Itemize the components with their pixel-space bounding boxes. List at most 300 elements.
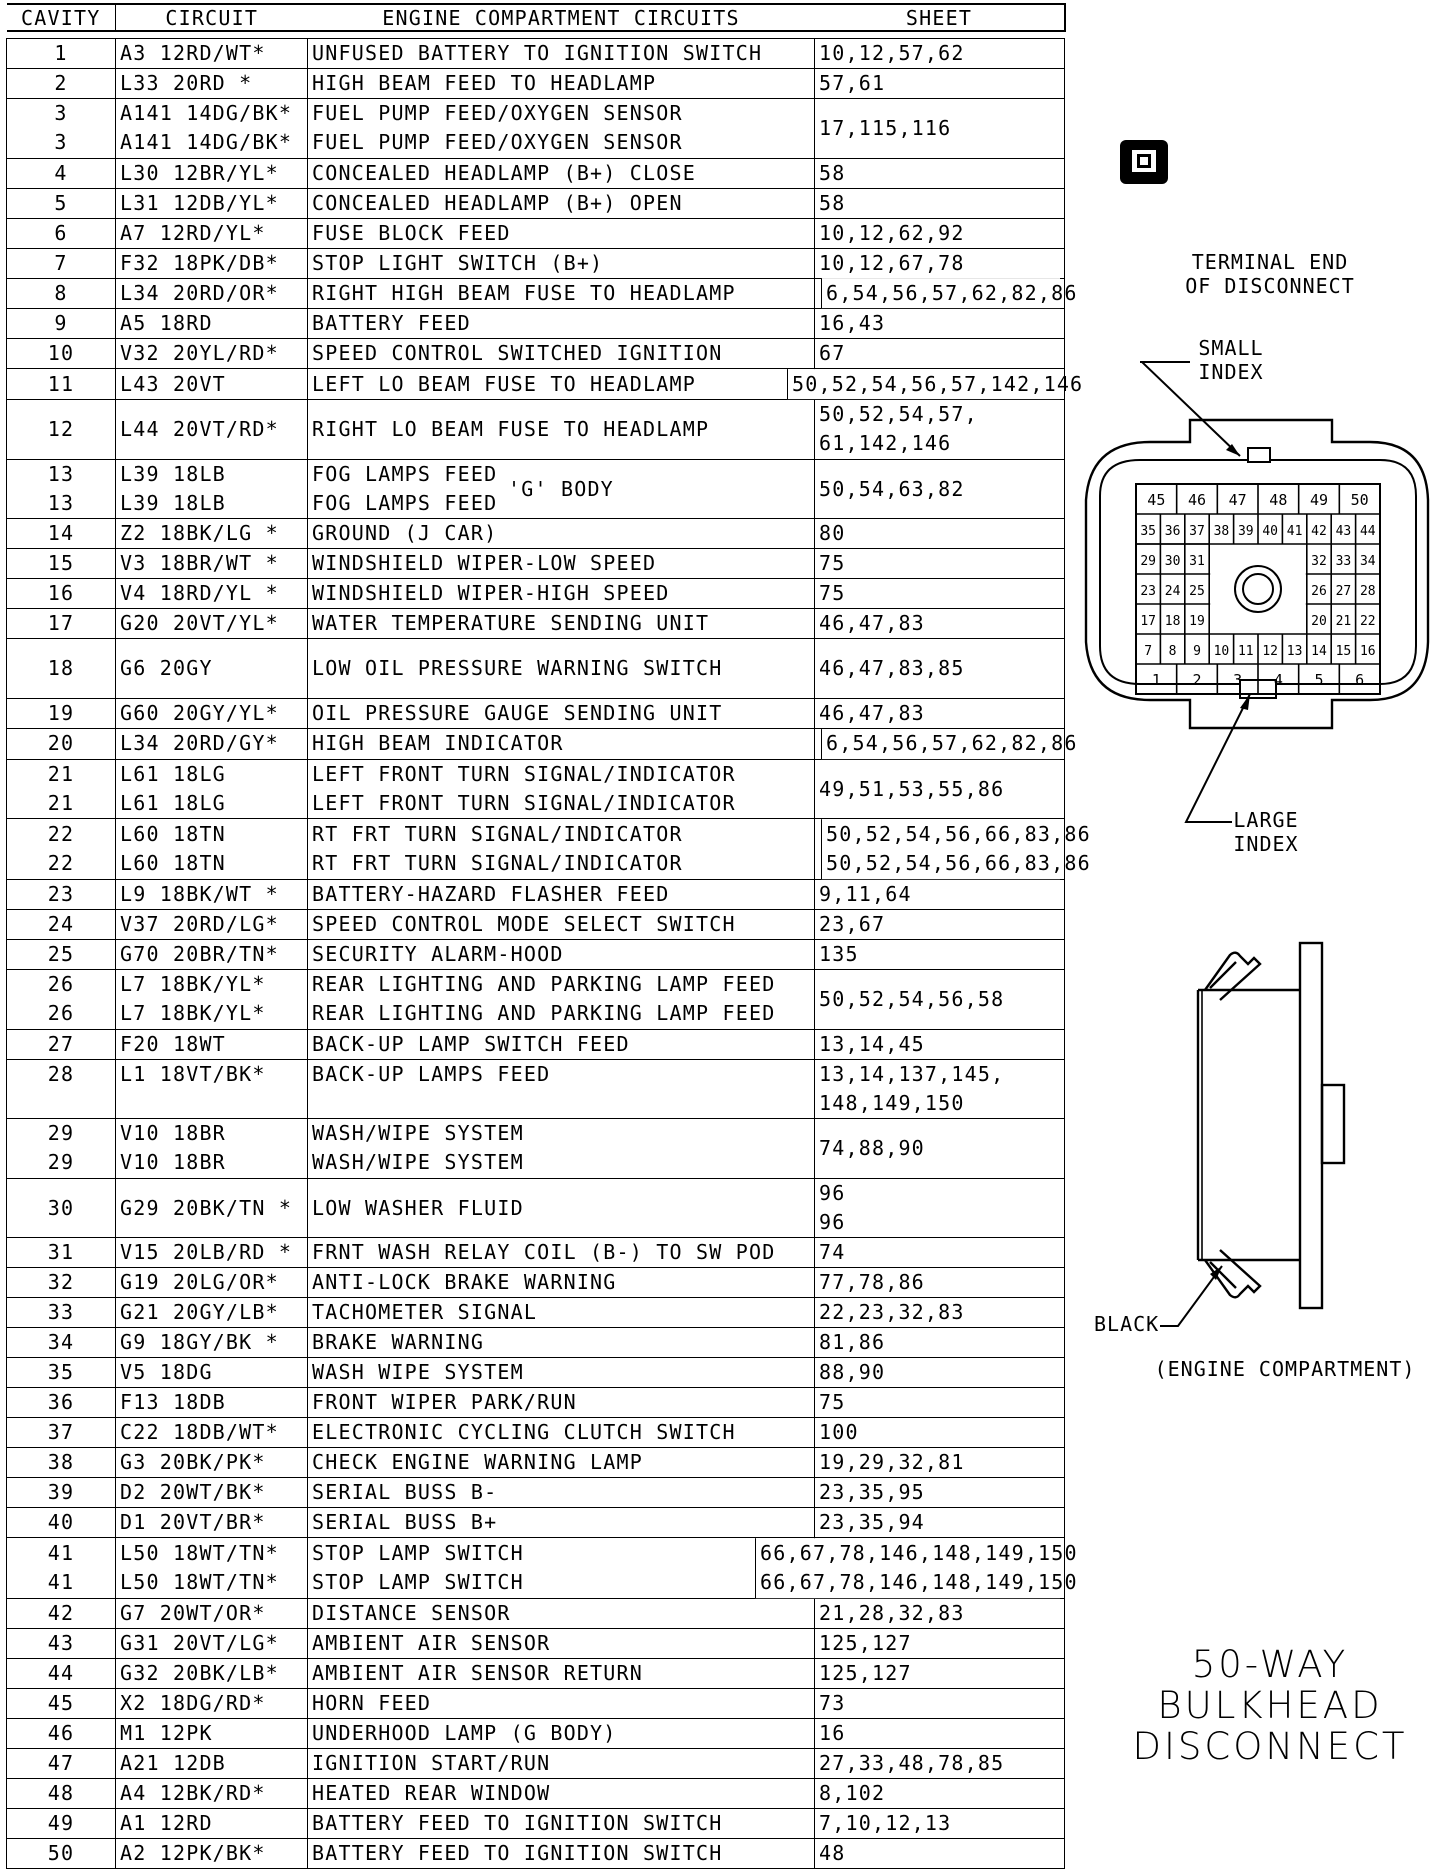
circuit-description [308,1628,815,1658]
circuit-code [116,1658,308,1688]
circuit-code [116,1388,308,1418]
sheet-refs [815,459,1065,519]
circuit-code-line: L50 18WT/TN* [120,1541,279,1566]
cavity-number-line: 7 [54,250,68,275]
circuit-description [308,969,815,1029]
circuit-code-line: A4 12BK/RD* [120,1780,266,1805]
circuit-description-line: UNFUSED BATTERY TO IGNITION SWITCH [312,41,763,65]
table-row [7,819,1065,880]
circuit-code-line: G7 20WT/OR* [120,1600,266,1625]
circuit-description-line: STOP LAMP SWITCH [312,1570,524,1595]
sheet-refs-line: 17,115,116 [819,115,952,140]
cavity-number-line: 5 [54,190,68,215]
cavity-number-line: 36 [47,1390,75,1415]
cavity-number-line: 13 [47,491,75,516]
circuit-description-line: WASH/WIPE SYSTEM [312,1150,524,1175]
sheet-refs-line: 61,142,146 [819,431,952,456]
pin-number: 6 [1355,671,1365,689]
cavity-number [7,1059,116,1119]
cavity-number-line: 50 [47,1840,75,1865]
circuit-code-line: L31 12DB/YL* [120,190,279,215]
circuit-code-line: A3 12RD/WT* [120,41,266,65]
circuit-description [308,609,815,639]
pin-number: 39 [1237,524,1254,539]
circuit-description [308,1238,815,1268]
small-index-label: SMALL INDEX [1198,336,1264,384]
sheet-refs-line: 8,102 [819,1780,886,1805]
circuit-description [308,939,815,969]
sheet-refs [815,1119,1065,1179]
sheet-refs [815,819,1091,880]
cavity-number [7,369,116,400]
pin-number: 48 [1269,491,1288,509]
circuit-code [116,939,308,969]
pin-number: 30 [1164,554,1181,569]
circuit-description [308,1508,815,1538]
sheet-refs-line: 77,78,86 [819,1270,925,1295]
sheet-refs-line: 21,28,32,83 [819,1600,965,1625]
circuit-description [308,1808,815,1838]
sheet-refs-line: 58 [819,190,846,215]
circuit-code [116,69,308,99]
circuit-description [308,909,815,939]
sheet-refs [815,278,1078,309]
cavity-number-line: 15 [47,551,75,576]
table-row [7,69,1065,99]
cavity-number [7,1178,116,1238]
circuit-code [116,339,308,369]
circuit-description-line: UNDERHOOD LAMP (G BODY) [312,1720,617,1745]
circuit-description [308,69,815,99]
circuit-code-line: G29 20BK/TN * [120,1195,293,1220]
circuit-code-line: L61 18LG [120,791,226,816]
circuit-code-line: L50 18WT/TN* [120,1570,279,1595]
circuit-description-line: WINDSHIELD WIPER-LOW SPEED [312,551,657,576]
circuit-code-line: L44 20VT/RD* [120,416,279,441]
pin-number: 17 [1140,614,1157,629]
sheet-refs-line: 13,14,45 [819,1031,925,1056]
connector-side-view [1090,930,1390,1330]
circuit-description [308,1268,815,1298]
circuit-code [116,99,308,159]
sheet-refs [815,728,1078,759]
circuit-code-line: L60 18TN [120,851,226,876]
sheet-refs [760,1538,1078,1599]
cavity-number [7,459,116,519]
table-row [7,1178,1065,1238]
table-row [7,698,1065,728]
circuit-description-line: AMBIENT AIR SENSOR [312,1630,551,1655]
cavity-number [7,1238,116,1268]
sheet-refs [815,1059,1065,1119]
circuit-code [116,579,308,609]
cavity-number-line: 19 [47,700,75,725]
circuit-description-line: LEFT FRONT TURN SIGNAL/INDICATOR [312,791,736,816]
sheet-refs [815,549,1065,579]
connector-symbol-icon [1118,138,1170,186]
sheet-refs-line: 66,67,78,146,148,149,150 [760,1541,1078,1566]
circuit-code-line: G32 20BK/LB* [120,1660,279,1685]
circuit-code [116,728,308,759]
circuit-description-line: ELECTRONIC CYCLING CLUTCH SWITCH [312,1420,736,1445]
table-row [7,1508,1065,1538]
circuit-description-line: CONCEALED HEADLAMP (B+) CLOSE [312,160,696,185]
pin-number: 46 [1187,491,1207,509]
circuit-description [308,1059,815,1119]
cavity-number-line: 14 [47,521,75,546]
circuit-description-line: DISTANCE SENSOR [312,1600,511,1625]
table-row [7,1268,1065,1298]
cavity-number-line: 41 [47,1541,75,1566]
table-row [7,939,1065,969]
cavity-number [7,728,116,759]
table-row [7,969,1065,1029]
sheet-refs [815,1358,1065,1388]
circuit-code-line: L9 18BK/WT * [120,881,279,906]
circuit-description-line: WASH WIPE SYSTEM [312,1360,524,1385]
circuit-code-line: Z2 18BK/LG * [120,521,279,546]
cavity-number-line: 37 [47,1420,75,1445]
sheet-refs-line: 67 [819,341,846,366]
circuit-code [116,1298,308,1328]
circuit-code-line: G19 20LG/OR* [120,1270,279,1295]
table-row [7,1478,1065,1508]
sheet-refs [815,1598,1065,1628]
sheet-refs [815,188,1065,218]
cavity-number [7,1838,116,1868]
terminal-end-label: TERMINAL END OF DISCONNECT [1185,250,1355,298]
table-row [7,1418,1065,1448]
table-row [7,579,1065,609]
circuit-code-line: V3 18BR/WT * [120,551,279,576]
cavity-number-line: 26 [47,1001,75,1026]
pin-number: 2 [1192,671,1202,689]
circuit-description-line: SERIAL BUSS B- [312,1480,498,1505]
cavity-number-line: 3 [54,130,68,155]
pin-number: 14 [1311,644,1327,659]
pin-number: 41 [1286,524,1303,539]
table-row [7,339,1065,369]
circuit-code [116,1508,308,1538]
circuit-description [308,1119,815,1179]
circuit-code-line: L7 18BK/YL* [120,1001,266,1026]
circuit-code [116,39,308,69]
body-note: 'G' BODY [508,477,614,502]
circuit-description-line: WATER TEMPERATURE SENDING UNIT [312,611,710,636]
sheet-refs-line: 148,149,150 [819,1090,965,1115]
table-row [7,728,1065,759]
cavity-number-line: 23 [47,881,75,906]
cavity-number-line: 16 [47,581,75,606]
sheet-refs [815,939,1065,969]
circuit-description [308,39,815,69]
circuit-code [116,1598,308,1628]
circuit-code [116,1718,308,1748]
cavity-number [7,1418,116,1448]
circuit-code [116,639,308,699]
sheet-refs-line: 50,52,54,56,57,142,146 [792,371,1084,396]
cavity-number-line: 10 [47,341,75,366]
sheet-refs-line: 10,12,62,92 [819,220,965,245]
pin-number: 45 [1147,491,1166,509]
sheet-refs-line: 23,35,95 [819,1480,925,1505]
table-row [7,609,1065,639]
cavity-number [7,158,116,188]
cavity-number-line: 18 [47,656,75,681]
table-row [7,1808,1065,1838]
circuit-description [308,1029,815,1059]
cavity-number-line: 22 [47,822,75,847]
cavity-number [7,1748,116,1778]
circuit-code [116,1778,308,1808]
sheet-refs-line: 50,52,54,56,66,83,86 [826,822,1091,847]
pin-number: 11 [1237,644,1254,659]
circuit-description-line: FUSE BLOCK FEED [312,220,511,245]
circuit-code-line: F32 18PK/DB* [120,250,279,275]
circuit-description [308,1418,815,1448]
pin-number: 29 [1140,554,1157,569]
cavity-number-line: 29 [47,1150,75,1175]
circuit-description-line: IGNITION START/RUN [312,1750,551,1775]
circuit-code-line: L60 18TN [120,822,226,847]
circuit-description-line: RT FRT TURN SIGNAL/INDICATOR [312,851,683,876]
circuit-description [308,728,815,759]
cavity-number [7,99,116,159]
cavity-number-line: 38 [47,1450,75,1475]
sheet-refs-line: 66,67,78,146,148,149,150 [760,1570,1078,1595]
circuit-description-line: ANTI-LOCK BRAKE WARNING [312,1270,617,1295]
header-sheet: SHEET [815,4,1065,31]
circuit-description-line: STOP LAMP SWITCH [312,1541,524,1566]
sheet-refs [815,1718,1065,1748]
sheet-refs-line: 58 [819,160,846,185]
cavity-number-line: 41 [47,1570,75,1595]
circuit-code-line: L34 20RD/GY* [120,731,279,756]
sheet-refs [815,1688,1065,1718]
cavity-number-line: 47 [47,1750,75,1775]
circuit-description [308,400,815,460]
circuit-description-line: RT FRT TURN SIGNAL/INDICATOR [312,822,683,847]
sheet-refs-line: 73 [819,1690,846,1715]
circuit-description [308,1388,815,1418]
circuit-description [308,1658,815,1688]
sheet-refs-line: 6,54,56,57,62,82,86 [826,731,1078,756]
cavity-number [7,1268,116,1298]
cavity-number-line: 27 [47,1031,75,1056]
sheet-refs-line: 75 [819,551,846,576]
sheet-refs-line: 7,10,12,13 [819,1810,952,1835]
circuit-description [308,309,815,339]
pin-number: 22 [1359,614,1376,629]
sheet-refs-line: 74,88,90 [819,1135,925,1160]
cavity-number [7,609,116,639]
circuit-description-line: FRONT WIPER PARK/RUN [312,1390,577,1415]
circuit-description [308,1358,815,1388]
circuit-description [308,549,815,579]
circuit-description-line: WASH/WIPE SYSTEM [312,1121,524,1146]
table-row [7,1119,1065,1179]
circuit-code-line: L7 18BK/YL* [120,972,266,997]
pin-number: 47 [1228,491,1247,509]
cavity-number [7,69,116,99]
table-row [7,1778,1065,1808]
center-boss-area [1210,545,1306,633]
pin-number: 33 [1335,554,1352,569]
sheet-refs [815,248,1065,278]
cavity-number-line: 45 [47,1690,75,1715]
sheet-refs-line: 46,47,83 [819,700,925,725]
circuit-code-line: X2 18DG/RD* [120,1690,266,1715]
circuit-description [308,759,815,819]
circuit-description [308,1178,815,1238]
table-row [7,639,1065,699]
circuit-code [116,1748,308,1778]
circuit-description-line: BRAKE WARNING [312,1330,485,1355]
table-row [7,1448,1065,1478]
cavity-number [7,879,116,909]
circuit-description [308,519,815,549]
circuit-description-line: REAR LIGHTING AND PARKING LAMP FEED [312,972,776,997]
table-row [7,158,1065,188]
sheet-refs [815,759,1065,819]
pin-number: 35 [1140,524,1157,539]
circuit-code-line: L39 18LB [120,462,226,487]
table-row [7,759,1065,819]
cavity-number [7,1029,116,1059]
sheet-refs [815,969,1065,1029]
cavity-number [7,1508,116,1538]
cavity-number [7,1718,116,1748]
circuit-code [116,369,308,400]
cavity-number-line: 17 [47,611,75,636]
pin-number: 8 [1168,644,1177,659]
circuit-description-line: SECURITY ALARM-HOOD [312,941,564,966]
cavity-number-line: 39 [47,1480,75,1505]
circuit-code-line: D2 20WT/BK* [120,1480,266,1505]
circuit-code [116,1119,308,1179]
cavity-number [7,579,116,609]
cavity-number [7,969,116,1029]
cavity-number-line: 22 [47,851,75,876]
circuit-code [116,909,308,939]
sheet-refs [815,400,1065,460]
circuit-description [308,369,815,400]
sheet-refs [815,909,1065,939]
circuit-code-line: G31 20VT/LG* [120,1630,279,1655]
sheet-refs [815,1328,1065,1358]
circuit-description [308,1448,815,1478]
pin-number: 32 [1311,554,1327,569]
cavity-number-line: 43 [47,1630,75,1655]
circuit-code [116,1238,308,1268]
pin-number: 38 [1213,524,1230,539]
pin-number: 50 [1350,491,1369,509]
cavity-number [7,639,116,699]
cavity-number [7,1448,116,1478]
sheet-refs [815,339,1065,369]
cavity-number-line: 21 [47,762,75,787]
table-row [7,879,1065,909]
circuit-code [116,1059,308,1119]
circuit-description-line: AMBIENT AIR SENSOR RETURN [312,1660,644,1685]
circuit-description [308,1838,815,1868]
circuit-description-line: LOW WASHER FLUID [312,1195,524,1220]
pin-number: 4 [1273,671,1283,689]
circuit-description-line: LEFT LO BEAM FUSE TO HEADLAMP [312,371,696,396]
sheet-refs-line: 57,61 [819,71,886,95]
pin-number: 3 [1233,671,1243,689]
sheet-refs-line: 100 [819,1420,859,1445]
cavity-number [7,1328,116,1358]
circuit-description-line: BACK-UP LAMP SWITCH FEED [312,1031,630,1056]
circuit-description-line: SPEED CONTROL MODE SELECT SWITCH [312,911,736,936]
table-row [7,1748,1065,1778]
circuit-description [308,879,815,909]
table-row [7,1388,1065,1418]
circuit-code-line: F13 18DB [120,1390,226,1415]
cavity-number-line: 12 [47,416,75,441]
cavity-number [7,278,116,309]
circuit-code [116,1029,308,1059]
circuit-code [116,1808,308,1838]
sheet-refs [815,1628,1065,1658]
cavity-number-line: 4 [54,160,68,185]
sheet-refs-line: 125,127 [819,1630,912,1655]
sheet-refs [815,579,1065,609]
cavity-number [7,400,116,460]
black-label: BLACK [1094,1312,1160,1336]
circuit-description-line: CONCEALED HEADLAMP (B+) OPEN [312,190,683,215]
circuit-description [308,1748,815,1778]
sheet-refs-line: 50,52,54,56,66,83,86 [826,851,1091,876]
circuit-description [308,1598,815,1628]
sheet-refs-line: 13,14,137,145, [819,1061,1005,1086]
circuit-description [308,1688,815,1718]
circuit-code [116,1358,308,1388]
table-row [7,99,1065,159]
sheet-refs [815,1808,1065,1838]
sheet-refs-line: 9,11,64 [819,881,912,906]
table-row [7,1838,1065,1868]
sheet-refs [815,879,1065,909]
cavity-number-line: 24 [47,911,75,936]
sheet-refs-line: 96 [819,1210,846,1235]
circuit-description [308,1718,815,1748]
cavity-number-line: 25 [47,941,75,966]
circuit-description-line: LOW OIL PRESSURE WARNING SWITCH [312,656,723,681]
circuit-description [308,639,815,699]
cavity-number [7,248,116,278]
circuit-code-line: G21 20GY/LB* [120,1300,279,1325]
pin-number: 13 [1286,644,1303,659]
sheet-refs-line: 23,35,94 [819,1510,925,1535]
circuit-code-line: V32 20YL/RD* [120,341,279,366]
circuit-code [116,1538,308,1599]
circuit-description-line: SERIAL BUSS B+ [312,1510,498,1535]
pin-number: 24 [1164,584,1181,599]
circuit-code [116,400,308,460]
cavity-number-line: 26 [47,972,75,997]
table-row [7,909,1065,939]
circuit-code [116,1688,308,1718]
circuit-code [116,609,308,639]
large-index-label: LARGE INDEX [1233,808,1299,856]
cavity-number [7,759,116,819]
table-row [7,1538,1065,1599]
circuit-description-line: BATTERY FEED [312,311,471,336]
sheet-refs [815,69,1065,99]
sheet-refs [815,1178,1065,1238]
